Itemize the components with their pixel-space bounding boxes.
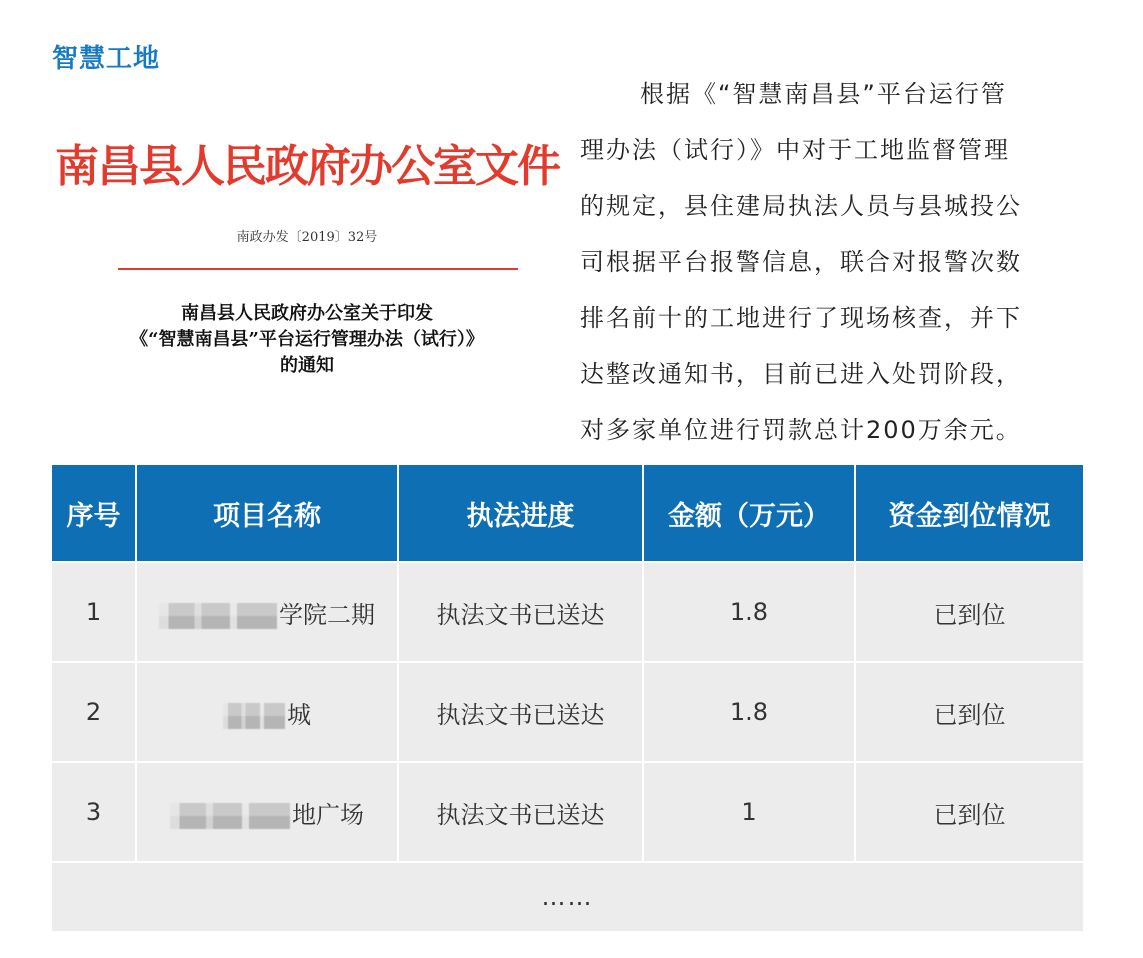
document-subject-line: 的通知	[280, 355, 334, 376]
table-row	[52, 762, 1083, 862]
document-divider	[118, 268, 518, 270]
table-ellipsis-row	[52, 862, 1083, 932]
project-name-visible: 地广场	[292, 800, 364, 829]
cell-amount: 1.8	[643, 662, 855, 762]
cell-index: 2	[52, 662, 136, 762]
cell-project-name	[136, 562, 398, 662]
cell-index: 3	[52, 762, 136, 862]
document-subject-line: 南昌县人民政府办公室关于印发	[181, 303, 433, 324]
body-line: 的规定，县住建局执法人员与县城投公	[580, 192, 1022, 220]
document-image	[52, 98, 562, 428]
cell-progress: 执法文书已送达	[398, 762, 643, 862]
body-line: 排名前十的工地进行了现场核查，并下	[580, 304, 1022, 332]
table-header-row	[52, 465, 1083, 562]
document-header: 南昌县人民政府办公室文件	[55, 141, 559, 192]
body-line: 司根据平台报警信息，联合对报警次数	[580, 248, 1022, 276]
enforcement-table	[52, 465, 1083, 933]
header-index: 序号	[52, 465, 136, 562]
header-project-name: 项目名称	[136, 465, 398, 562]
cell-project-name	[136, 762, 398, 862]
document-subject-line: 《“智慧南昌县”平台运行管理办法（试行）》	[130, 329, 484, 350]
cell-amount: 1.8	[643, 562, 855, 662]
header-funds: 资金到位情况	[855, 465, 1083, 562]
header-progress: 执法进度	[398, 465, 643, 562]
cell-index: 1	[52, 562, 136, 662]
table-row	[52, 562, 1083, 662]
body-line: 对多家单位进行罚款总计200万余元。	[580, 416, 1022, 444]
cell-project-name	[136, 662, 398, 762]
cell-amount: 1	[643, 762, 855, 862]
header-amount: 金额（万元）	[643, 465, 855, 562]
redaction-mosaic	[170, 803, 290, 829]
body-paragraph	[580, 66, 1090, 458]
cell-progress: 执法文书已送达	[398, 662, 643, 762]
document-number: 南政办发〔2019〕32号	[236, 230, 378, 245]
document-subject	[52, 301, 562, 379]
ellipsis-cell: ……	[52, 862, 1083, 932]
project-name-visible: 学院二期	[279, 600, 375, 629]
project-name-visible: 城	[287, 700, 311, 729]
section-title: 智慧工地	[52, 44, 161, 74]
redaction-mosaic	[159, 603, 277, 629]
cell-progress: 执法文书已送达	[398, 562, 643, 662]
cell-funds: 已到位	[855, 562, 1083, 662]
cell-funds: 已到位	[855, 762, 1083, 862]
cell-funds: 已到位	[855, 662, 1083, 762]
table-row	[52, 662, 1083, 762]
body-line: 理办法（试行）》中对于工地监督管理	[580, 136, 1010, 164]
redaction-mosaic	[223, 703, 285, 729]
body-line: 达整改通知书，目前已进入处罚阶段，	[580, 360, 1022, 388]
body-line: 根据《“智慧南昌县”平台运行管	[640, 80, 1007, 108]
